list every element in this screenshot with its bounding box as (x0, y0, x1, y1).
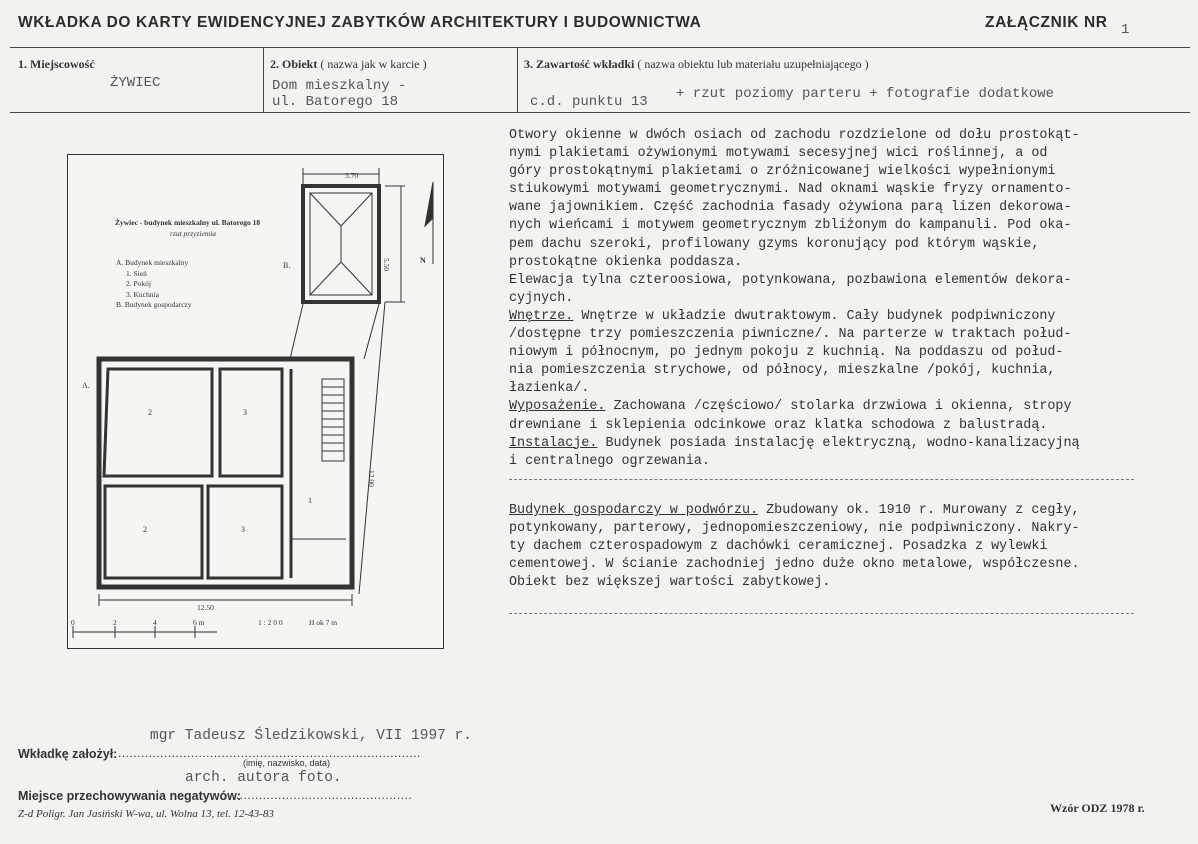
room-2-north-label: 2 (148, 408, 152, 417)
plan-subcaption: rzut przyziemia (170, 229, 217, 238)
scale-2: 2 (113, 618, 117, 627)
annex-label: ZAŁĄCZNIK NR (985, 14, 1108, 31)
description-text (509, 127, 1149, 471)
north-label: N (420, 256, 426, 265)
floor-plan-drawing (67, 154, 443, 648)
plan-legend (116, 258, 192, 311)
form-model: Wzór ODZ 1978 r. (1050, 801, 1145, 815)
yard-line-right-2 (359, 302, 385, 594)
legend-item-a: A. Budynek mieszkalny (116, 258, 189, 267)
interior-heading: Wnętrze. (509, 308, 574, 324)
installations-heading: Instalacje. (509, 435, 598, 451)
header-rule-top (10, 47, 1190, 48)
label-building-a: A. (82, 381, 90, 390)
separator-1 (509, 479, 1134, 480)
legend-item-b: B. Budynek gospodarczy (116, 300, 192, 309)
scale-6: 6 m (193, 618, 205, 627)
interior-paragraph (509, 308, 1149, 326)
separator-2 (509, 613, 1134, 614)
dim-right: 12.00 (367, 470, 376, 487)
interior-line-3: niowym i północnym, po jednym pokoju z kuchnią. Na poddaszu od połud- (509, 345, 1064, 361)
field-2-title: 2. Obiekt (270, 57, 318, 71)
interior-line-5: łazienka/. (509, 381, 590, 397)
outbuilding-line-5: Obiekt bez większej wartości zabytkowej. (509, 575, 831, 591)
negatives-label: Miejsce przechowywania negatywów: (18, 789, 241, 803)
author-dots: ............................................................................... (118, 746, 421, 760)
field-divider-2 (517, 47, 518, 112)
field-divider-1 (263, 47, 264, 112)
field-3-value-b: + rzut poziomy parteru + fotografie dodatkowe (676, 86, 1055, 102)
scale-4: 4 (153, 618, 157, 627)
printer-imprint: Z-d Poligr. Jan Jasiński W-wa, ul. Wolna 13, tel. 12-43-83 (18, 808, 274, 820)
outbuilding-line-2: potynkowany, parterowy, jednopomieszczeniowy, nie podpiwniczony. Nakry- (509, 521, 1080, 537)
field-3-value-a: c.d. punktu 13 (530, 94, 648, 110)
room-1-label: 1 (308, 496, 312, 505)
room-3-south-label: 3 (241, 525, 245, 534)
outbuilding-text (509, 502, 1149, 592)
description-facade (509, 127, 1149, 308)
scale-0: 0 (71, 618, 75, 627)
interior-line-2: /dostępne trzy pomieszczenia piwniczne/. Na parterze w traktach połud- (509, 327, 1072, 343)
interior-line-1: Wnętrze w układzie dwutraktowym. Cały budynek podpiwniczony (573, 308, 1056, 324)
dim-bottom: 12.50 (197, 603, 214, 612)
room-2-north (104, 369, 212, 476)
outbuilding-heading: Budynek gospodarczy w podwórzu. (509, 503, 759, 518)
outbuilding-line-4: cementowej. W ścianie zachodniej jedno duże okno metalowe, współczesne. (509, 557, 1080, 573)
equipment-line-1: Zachowana /częściowo/ stolarka drzwiowa i okienna, stropy (605, 399, 1072, 415)
author-note: (imię, nazwisko, data) (243, 758, 331, 768)
equipment-paragraph (509, 398, 1149, 416)
outbuilding-line-1: Zbudowany ok. 1910 r. Murowany z cegły, (758, 503, 1080, 518)
facade-line-7: pem dachu szeroki, profilowany gzyms koronujący pod którym wąskie, (509, 236, 1040, 252)
field-2-value-line1: Dom mieszkalny - (272, 78, 407, 94)
facade-line-10: cyjnych. (509, 290, 574, 306)
field-2-label (270, 57, 427, 72)
room-3-north (220, 369, 282, 476)
field-2-value-line2: ul. Batorego 18 (272, 94, 399, 110)
installations-paragraph (509, 435, 1149, 453)
roof-hip-left (310, 193, 341, 295)
room-2-south-label: 2 (143, 525, 147, 534)
field-3-subtitle: ( nazwa obiektu lub materiału uzupełniającego ) (637, 57, 869, 71)
field-2-subtitle: ( nazwa jak w karcie ) (320, 57, 427, 71)
north-arrow-head (425, 182, 433, 226)
author-label: Wkładkę założył: (18, 747, 118, 761)
field-3-title: 3. Zawartość wkładki (524, 57, 635, 71)
annex-number: 1 (1121, 22, 1130, 38)
interior-line-4: nia pomieszczenia strychowe, od północy, mieszkalne /pokój, kuchnia, (509, 363, 1056, 379)
field-1-label: 1. Miejscowość (18, 57, 95, 71)
field-3-label (524, 57, 869, 72)
form-title: WKŁADKA DO KARTY EWIDENCYJNEJ ZABYTKÓW ARCHITEKTURY I BUDOWNICTWA (18, 14, 702, 31)
label-building-b: B. (283, 261, 291, 270)
plan-caption: Żywiec - budynek mieszkalny ul. Batorego 18 (115, 218, 261, 227)
facade-line-3: góry prostokątnymi plakietami o zróżnicowanej wielkości wypełnionymi (509, 164, 1056, 180)
roof-hip-right (341, 193, 372, 295)
legend-item-1: 1. Sień (126, 268, 147, 278)
scale-ratio: 1 : 2 0 0 (258, 618, 283, 627)
facade-line-9: Elewacja tylna czteroosiowa, potynkowana, pozbawiona elementów dekora- (509, 272, 1072, 288)
dim-side: 5.50 (382, 258, 391, 272)
field-1-value: ŻYWIEC (110, 75, 161, 91)
house-outer-wall (99, 359, 352, 587)
room-3-north-label: 3 (243, 408, 247, 417)
yard-line-right-1 (364, 304, 379, 359)
legend-item-3: 3. Kuchnia (126, 289, 159, 299)
installations-line-2: i centralnego ogrzewania. (509, 453, 710, 469)
facade-line-1: Otwory okienne w dwóch osiach od zachodu rozdzielone od dołu prostokąt- (509, 128, 1080, 143)
legend-item-2: 2. Pokój (126, 279, 152, 288)
facade-line-5: wane jajownikiem. Część zachodnia fasady ożywiona parą lizen dekorowa- (509, 200, 1072, 216)
outbuilding-line-3: ty dachem czterospadowym z dachówki ceramicznej. Posadzka z wylewki (509, 539, 1048, 555)
negatives-dots: ............................................... (232, 788, 413, 802)
header-rule-bottom (10, 112, 1190, 113)
negatives-handwritten: arch. autora foto. (185, 770, 342, 786)
facade-line-8: prostokątne okienka poddasza. (509, 254, 743, 270)
facade-line-4: stiukowymi motywami geometrycznymi. Nad oknami wąskie fryzy ornamento- (509, 182, 1072, 198)
installations-line-1: Budynek posiada instalację elektryczną, wodno-kanalizacyjną (597, 435, 1080, 451)
author-handwritten: mgr Tadeusz Śledzikowski, VII 1997 r. (150, 728, 472, 744)
room-3-south (208, 486, 282, 578)
staircase (322, 379, 344, 461)
scale-height: H ok 7 m (309, 618, 338, 627)
room-2-south (105, 486, 202, 578)
dim-top: 3.70 (345, 171, 359, 180)
outbuilding-paragraph (509, 502, 1149, 520)
facade-line-2: nymi plakietami ożywionymi motywami secesyjnej wici roślinnej, a od (509, 146, 1048, 162)
yard-line-left (290, 304, 303, 359)
facade-line-6: nych wieńcami i motywem geometrycznym zbliżonym do kampanuli. Pod oka- (509, 218, 1072, 234)
equipment-heading: Wyposażenie. (509, 399, 606, 415)
equipment-line-2: drewniane i sklepienia odcinkowe oraz klatka schodowa z balustradą. (509, 417, 1048, 433)
stair-treads (322, 387, 344, 451)
